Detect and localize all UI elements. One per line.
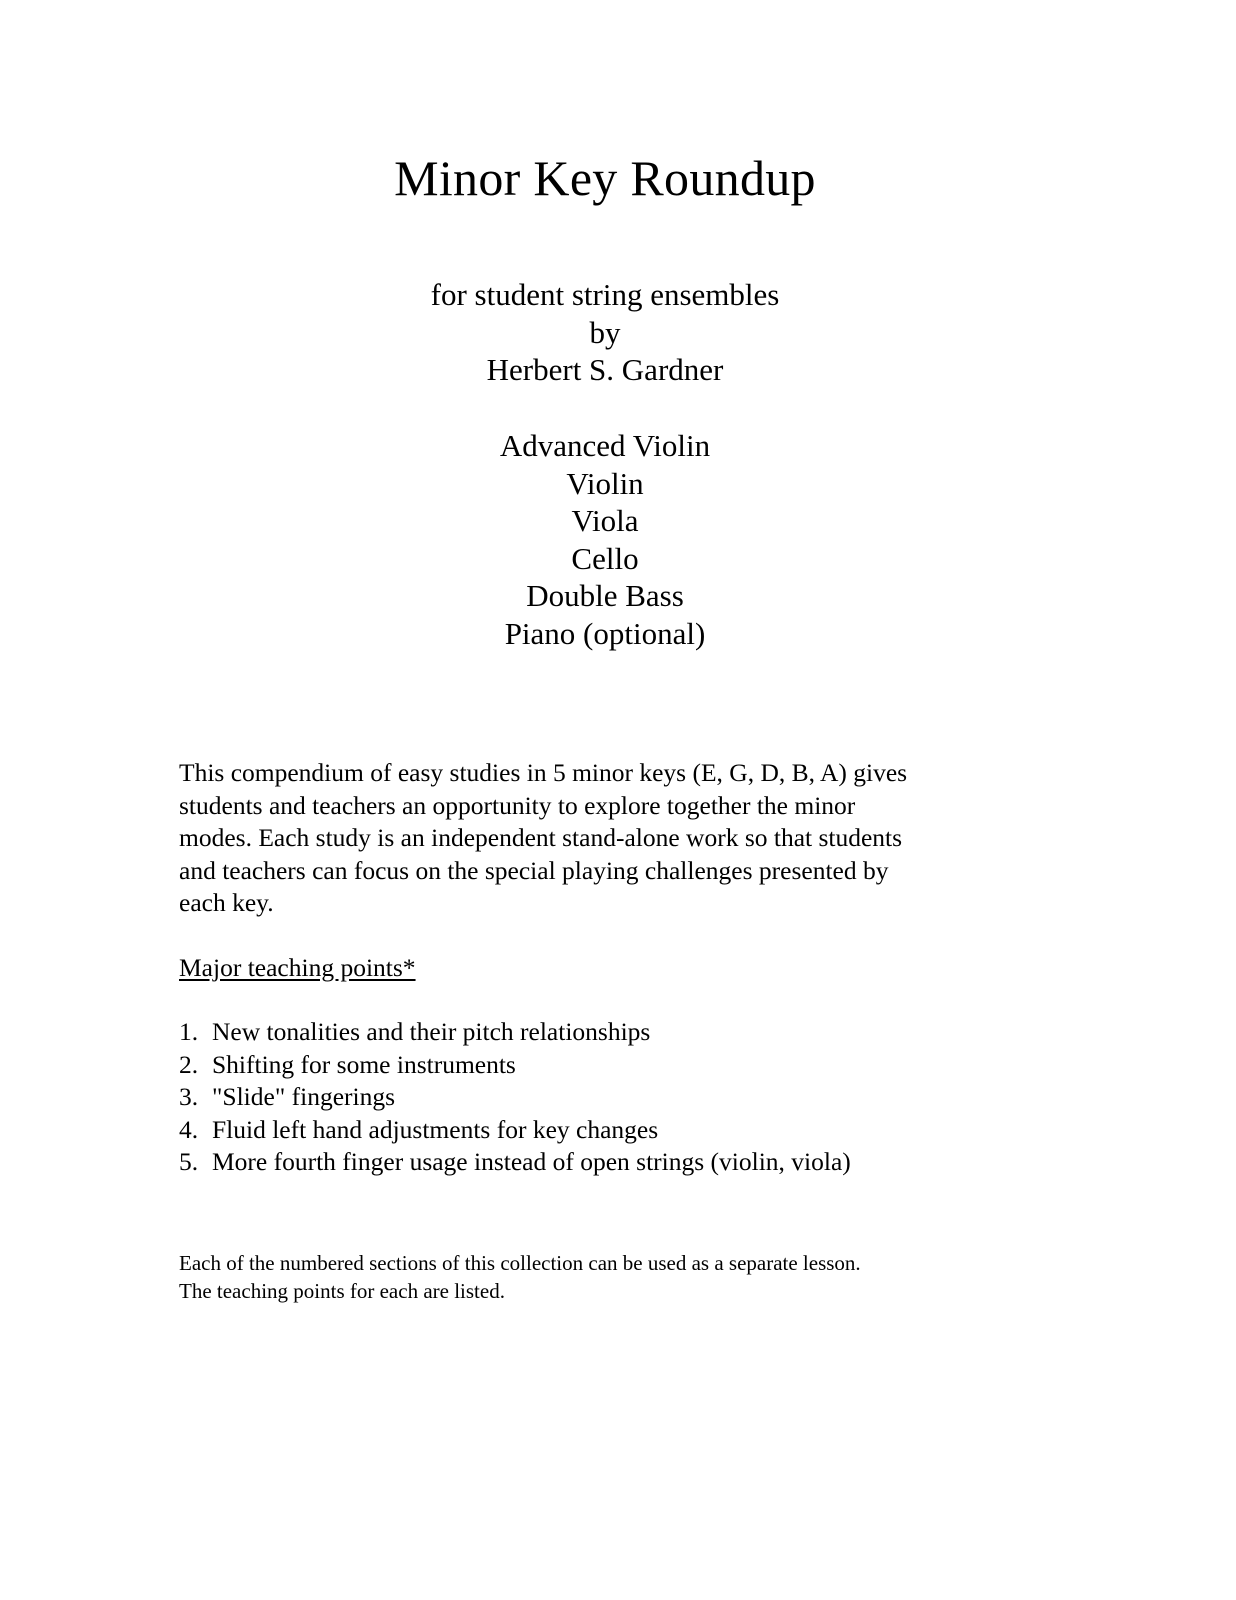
by-line: by	[589, 314, 621, 350]
description-line: and teachers can focus on the special playing challenges presented by	[179, 855, 889, 885]
teaching-point-text: Shifting for some instruments	[212, 1049, 516, 1079]
description-line: This compendium of easy studies in 5 minor keys (E, G, D, B, A) gives	[179, 758, 908, 787]
description-line: modes. Each study is an independent stand-alone work so that students	[179, 823, 903, 852]
teaching-point	[179, 1146, 1059, 1179]
teaching-point	[179, 1049, 1059, 1082]
footnote-line: Each of the numbered sections of this collection can be used as a separate lesson.	[179, 1251, 861, 1275]
footnote	[179, 1249, 1059, 1305]
instrument-list	[0, 427, 1210, 652]
instrument-item: Double Bass	[526, 578, 684, 613]
footnote-line: The teaching points for each are listed.	[179, 1279, 505, 1303]
subtitle: for student string ensembles	[430, 277, 780, 312]
teaching-point-number: 3.	[179, 1082, 199, 1111]
document-title: Minor Key Roundup	[394, 150, 816, 206]
description-line: each key.	[179, 888, 274, 917]
instrument-item: Cello	[571, 540, 639, 576]
teaching-points-heading: Major teaching points*	[179, 953, 416, 982]
teaching-point	[179, 1114, 1059, 1147]
description-paragraph	[179, 757, 1059, 920]
instrument-item: Piano (optional)	[504, 615, 706, 651]
instrument-item: Advanced Violin	[499, 428, 711, 463]
teaching-point	[179, 1081, 1059, 1114]
teaching-point-text: More fourth finger usage instead of open strings (violin, viola)	[212, 1147, 851, 1176]
teaching-point-text: New tonalities and their pitch relationships	[212, 1017, 651, 1046]
instrument-item: Violin	[566, 465, 644, 501]
teaching-point-number: 2.	[179, 1049, 199, 1079]
teaching-points-list	[179, 1016, 1059, 1179]
teaching-point-number: 5.	[179, 1147, 199, 1176]
subtitle-block	[0, 276, 1210, 389]
instrument-item: Viola	[571, 503, 639, 538]
teaching-point-number: 1.	[179, 1017, 199, 1046]
author-name: Herbert S. Gardner	[486, 352, 724, 387]
description-line: students and teachers an opportunity to explore together the minor	[179, 790, 856, 820]
teaching-point-text: "Slide" fingerings	[212, 1082, 396, 1111]
teaching-point	[179, 1016, 1059, 1049]
teaching-point-number: 4.	[179, 1114, 199, 1144]
teaching-point-text: Fluid left hand adjustments for key changes	[212, 1114, 659, 1144]
